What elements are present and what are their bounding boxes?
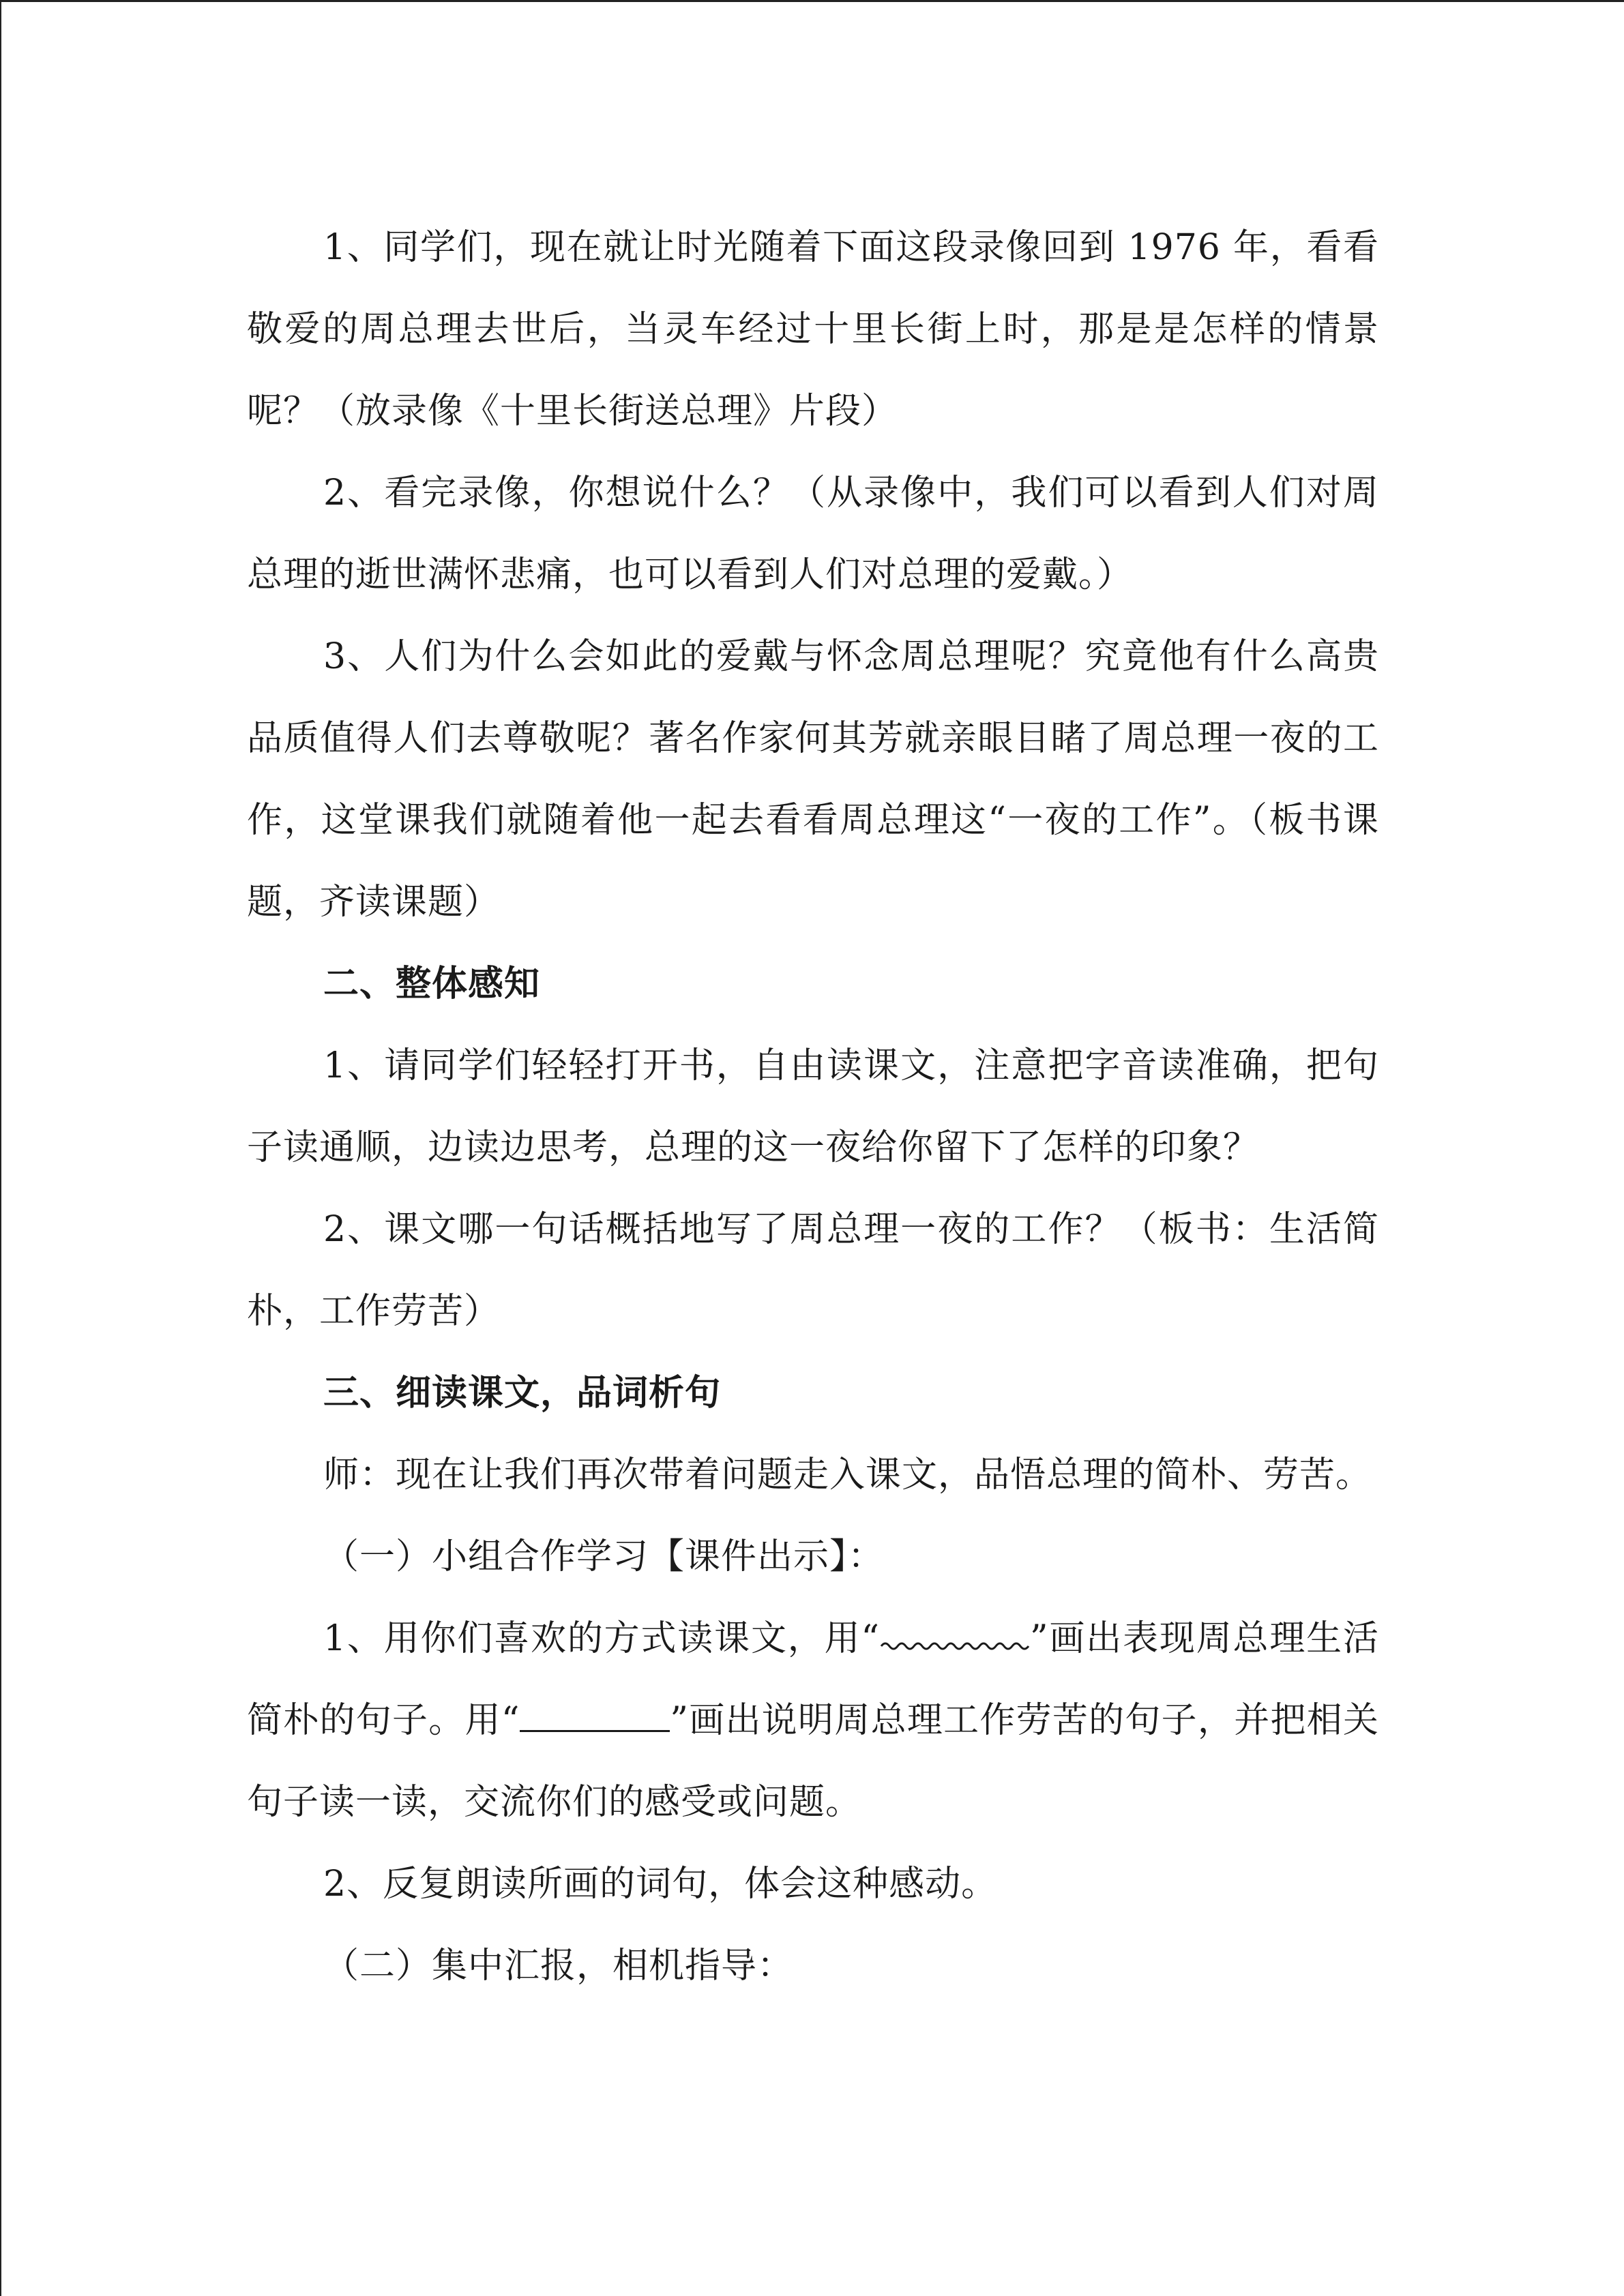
paragraph-video-intro: 1、同学们，现在就让时光随着下面这段录像回到 1976 年，看看敬爱的周总理去世后，当灵车经过十里长街上时，那是是怎样的情景呢？（放录像《十里长街送总理》片段） [247,227,1379,432]
document-body [247,207,1379,2007]
paragraph-marking-instructions [247,1598,1379,1843]
wavy-underline-mark [880,1630,1030,1650]
paragraph-report-guidance: （二）集中汇报，相机指导： [323,1945,794,1986]
paragraph-summary-sentence: 2、课文哪一句话概括地写了周总理一夜的工作？（板书：生活简朴，工作劳苦） [247,1209,1379,1332]
paragraph-teacher-intro: 师：现在让我们再次带着问题走入课文，品悟总理的简朴、劳苦。 [323,1455,1372,1495]
paragraph-after-video: 2、看完录像，你想说什么？（从录像中，我们可以看到人们对周总理的逝世满怀悲痛，也可以看到人们对总理的爱戴。） [247,473,1379,595]
paragraph-repeat-reading: 2、反复朗读所画的词句，体会这种感动。 [323,1864,998,1905]
straight-underline-mark [520,1716,670,1732]
heading-overall-perception: 二、整体感知 [323,963,541,1004]
marking-text-part1: 1、用你们喜欢的方式读课文，用“ [323,1618,881,1659]
marking-text-part2: ”画出表现周总理生活简朴的句子。用“ [247,1618,1380,1741]
marking-text-part3: ”画出说明周总理工作劳苦的句子，并把相关句子读一读，交流你们的感受或问题。 [247,1700,1379,1823]
paragraph-group-study: （一）小组合作学习【课件出示】： [323,1536,885,1577]
heading-close-reading: 三、细读课文，品词析句 [323,1372,722,1414]
paragraph-read-text: 1、请同学们轻轻打开书，自由读课文，注意把字音读准确，把句子读通顺，边读边思考，总理的这一夜给你留下了怎样的印象？ [247,1045,1379,1168]
paragraph-why-respect: 3、人们为什么会如此的爱戴与怀念周总理呢？究竟他有什么高贵品质值得人们去尊敬呢？著名作家何其芳就亲眼目睹了周总理一夜的工作，这堂课我们就随着他一起去看看周总理这“一夜的工作”。（板书课题，齐读课题） [247,636,1379,923]
